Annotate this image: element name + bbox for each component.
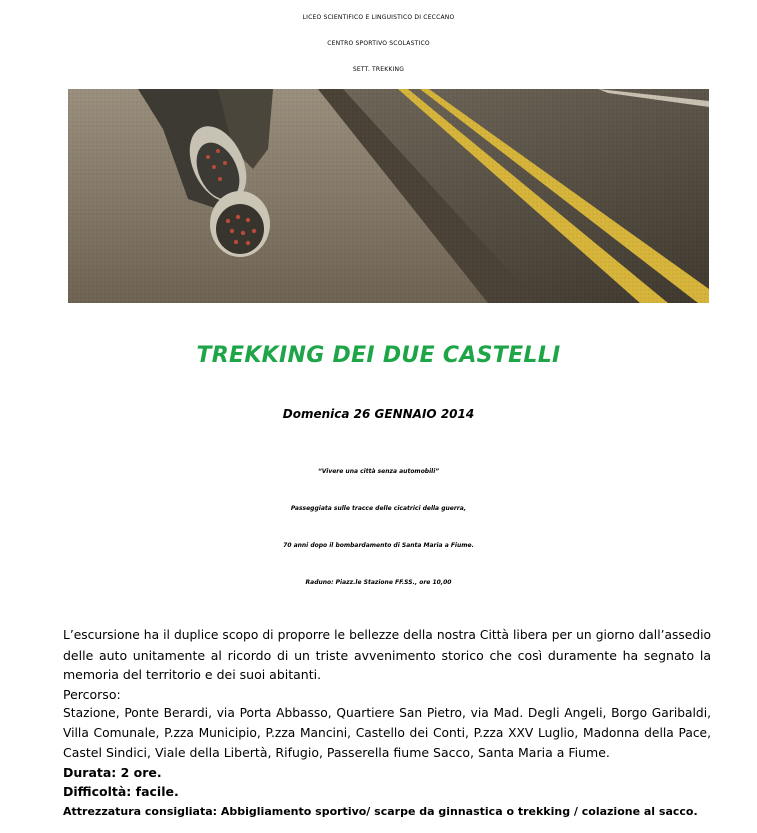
sports-center: CENTRO SPORTIVO SCOLASTICO bbox=[327, 40, 430, 47]
intro-line-2: delle auto unitamente al ricordo di un triste avvenimento storico che così duramente ha segnato la bbox=[63, 647, 711, 663]
difficulty: Difficoltà: facile. bbox=[63, 784, 179, 799]
route-line-1: Stazione, Ponte Berardi, via Porta Abbasso, Quartiere San Pietro, via Mad. Degli Angeli, Borgo Garibaldi, bbox=[63, 706, 711, 720]
event-date: Domenica 26 GENNAIO 2014 bbox=[282, 407, 475, 421]
meeting-point: Raduno: Piazz.le Stazione FF.SS., ore 10,00 bbox=[305, 579, 452, 586]
event-tagline: “Vivere una città senza automobili” bbox=[317, 468, 440, 475]
duration: Durata: 2 ore. bbox=[63, 764, 162, 780]
route-line-2: Villa Comunale, P.zza Municipio, P.zza Mancini, Castello dei Conti, P.zza XXV Luglio, Madonna della Pace, bbox=[63, 725, 711, 740]
route-label: Percorso: bbox=[63, 686, 121, 702]
trekking-section: SETT. TREKKING bbox=[352, 66, 405, 73]
intro-line-3: memoria del territorio e dei suoi abitanti. bbox=[63, 667, 322, 682]
body-text bbox=[63, 626, 711, 821]
event-title: TREKKING DEI DUE CASTELLI bbox=[196, 343, 561, 368]
intro-line-1: L’escursione ha il duplice scopo di proporre le bellezze della nostra Città libera per un giorno dall’assedio bbox=[63, 628, 711, 642]
event-details bbox=[0, 453, 757, 601]
school-header bbox=[0, 5, 757, 83]
school-name: LICEO SCIENTIFICO E LINGUISTICO DI CECCANO bbox=[302, 14, 455, 21]
event-description-1: Passeggiata sulle tracce delle cicatrici della guerra, bbox=[290, 505, 467, 512]
event-description-2: 70 anni dopo il bombardamento di Santa Maria a Fiume. bbox=[283, 542, 474, 549]
equipment: Attrezzatura consigliata: Abbigliamento sportivo/ scarpe da ginnastica o trekking / colazione al sacco. bbox=[63, 804, 698, 818]
walking-shoes-road-photo bbox=[68, 89, 709, 303]
route-line-3: Castel Sindici, Viale della Libertà, Rifugio, Passerella fiume Sacco, Santa Maria a Fiume. bbox=[63, 745, 610, 760]
